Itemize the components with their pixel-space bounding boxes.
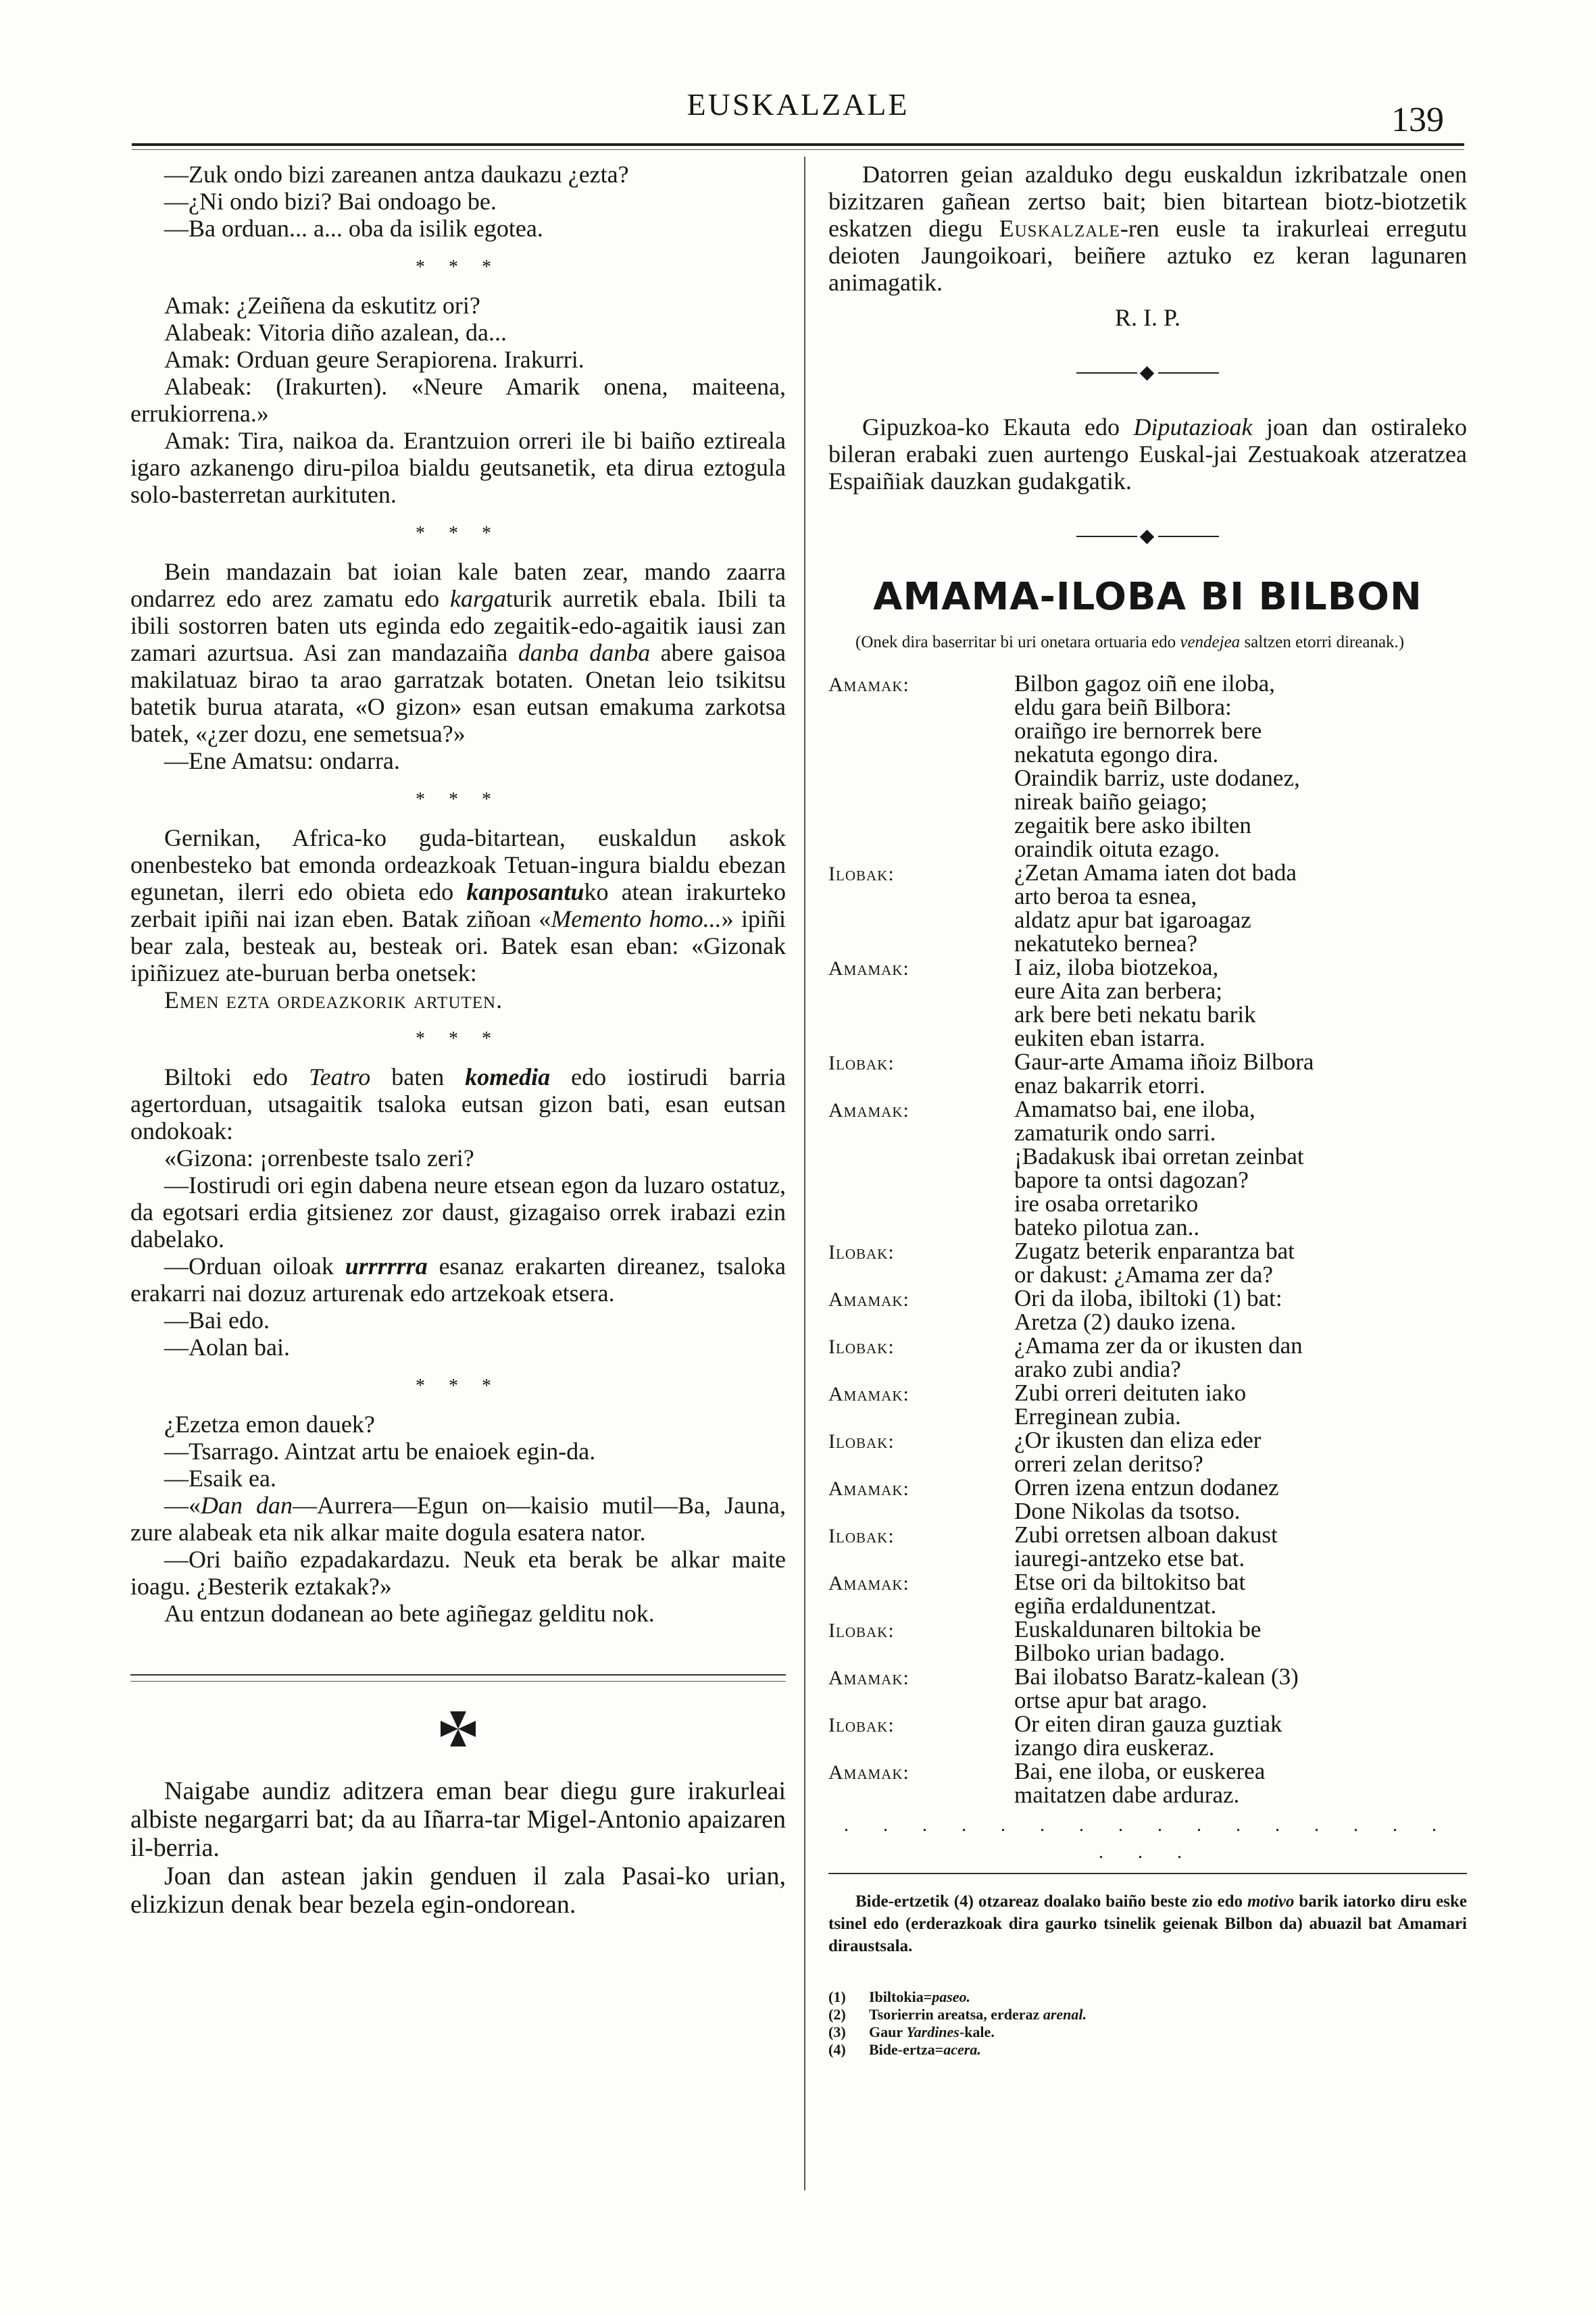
footnote-number: (4) [828, 2041, 846, 2059]
verse-line: Gaur-arte Amama iñoiz Bilbora [1014, 1049, 1314, 1076]
poem-stanza [828, 1050, 1467, 1097]
speaker-label: Ilobak: [828, 1619, 895, 1642]
dialog-line: ¿Ezetza emon dauek? [164, 1411, 375, 1438]
verse-line: izango dira euskeraz. [1014, 1734, 1215, 1761]
verse-line: zamaturik ondo sarri. [1014, 1120, 1216, 1147]
dialog-line: Amak: Tira, naikoa da. Erantzuion orreri ile bi baiño eztireala igaro azkanengo diru-piloa bialdu geutsanetik, eta dirua eztogula solo-basterretan aurkituten. [130, 427, 786, 508]
dialog-line: «Gizona: ¡orrenbeste tsalo zeri? [164, 1145, 474, 1172]
verse-line: ¿Zetan Amama iaten dot bada [1014, 859, 1297, 886]
journal-title: EUSKALZALE [687, 87, 909, 122]
speaker-label: Ilobak: [828, 1525, 895, 1548]
footnote [828, 2006, 1467, 2023]
verse-line: Zubi orreri deituten iako [1014, 1380, 1247, 1407]
stanza-verses [1014, 1712, 1467, 1759]
footnote-text: Ibiltokia= [869, 1988, 932, 2006]
stanza-verses [1014, 672, 1467, 861]
poem-stanza [828, 1381, 1467, 1428]
poem [828, 672, 1467, 1807]
verse-line: eure Aita zan berbera; [1014, 978, 1223, 1005]
verse-line: Bai, ene iloba, or euskerea [1014, 1758, 1266, 1785]
verse-line: Done Nikolas da tsotso. [1014, 1498, 1241, 1525]
footnote-text: Bide-ertza= [869, 2041, 944, 2059]
verse-line: ¡Badakusk ibai orretan zeinbat [1014, 1143, 1304, 1170]
poem-stanza [828, 672, 1467, 861]
verse-line: nekatuta egongo dira. [1014, 741, 1219, 768]
dialog-line: —Esaik ea. [164, 1465, 276, 1492]
speaker-label: Amamak: [828, 1761, 909, 1784]
verse-line: Zubi orretsen alboan dakust [1014, 1521, 1278, 1549]
paragraph: Datorren geian azalduko degu euskaldun izkribatzale onen bizitzaren gañean zertso bait; bien bitartean biotz-biotzetik eskatzen diegu Euskalzale-ren eusle ta irakurleai erregutu deioten Jaungoikoari, beiñere aztuko ez keran lagunaren animagatik. [828, 161, 1468, 296]
anecdote-mandazain [130, 558, 786, 774]
verse-line: Orren izena entzun dodanez [1014, 1474, 1279, 1501]
dialog-line: —Orduan oiloak urrrrrra esanaz erakarten direanez, tsaloka erakarri nai dozuz arturenak edo artzekoak etsera. [130, 1253, 786, 1307]
dialog-block-2 [130, 292, 786, 508]
maltese-cross-icon [438, 1709, 478, 1749]
verse-line: nireak baiño geiago; [1014, 788, 1207, 815]
stanza-verses [1014, 861, 1467, 955]
footnote-number: (1) [828, 1988, 846, 2006]
stanza-verses [1014, 955, 1467, 1050]
stanza-verses [1014, 1050, 1467, 1097]
verse-line: bateko pilotua zan.. [1014, 1214, 1200, 1241]
anecdote-ezetza [130, 1411, 786, 1627]
footnote-text: Tsorierrin areatsa, erderaz [869, 2006, 1043, 2023]
dialog-line: —Zuk ondo bizi zareanen antza daukazu ¿ezta? [164, 161, 629, 188]
poem-stanza [828, 1097, 1467, 1239]
verse-line: ire osaba orretariko [1014, 1190, 1199, 1217]
dialog-line: Alabeak: (Irakurten). «Neure Amarik onena, maiteena, errukiorrena.» [130, 373, 786, 427]
ornament-divider: ◆ [828, 522, 1467, 550]
stanza-verses [1014, 1334, 1467, 1381]
verse-line: bapore ta ontsi dagozan? [1014, 1167, 1249, 1194]
verse-line: iauregi-antzeko etse bat. [1014, 1545, 1245, 1572]
stanza-verses [1014, 1665, 1467, 1712]
stanza-verses [1014, 1286, 1467, 1334]
verse-line: eukiten eban istarra. [1014, 1025, 1205, 1052]
speaker-label: Amamak: [828, 1478, 909, 1501]
footnote [828, 2041, 1467, 2059]
stanza-verses [1014, 1759, 1467, 1807]
verse-line: Zugatz beterik enparantza bat [1014, 1238, 1295, 1265]
stanza-verses [1014, 1239, 1467, 1286]
dialog-line: —Tsarrago. Aintzat artu be enaioek egin-da. [164, 1438, 596, 1465]
poem-note: Bide-ertzetik (4) otzareaz doalako baiño beste zio edo motivo barik iatorko diru eske tsinel edo (erderazkoak dira gaurko tsinelik geienak Bilbon da) abuazil bat Amamari diraustsala. [828, 1892, 1467, 1956]
rule [828, 1873, 1467, 1874]
inscription-text: Emen ezta ordeazkorik artuten. [164, 986, 503, 1013]
poem-stanza [828, 1759, 1467, 1807]
verse-line: eldu gara beiñ Bilbora: [1014, 694, 1232, 721]
verse-line: ortse apur bat arago. [1014, 1687, 1207, 1714]
verse-line: Or eiten diran gauza guztiak [1014, 1711, 1282, 1738]
verse-line: Bai ilobatso Baratz-kalean (3) [1014, 1663, 1299, 1690]
speaker-label: Amamak: [828, 1383, 909, 1406]
stanza-verses [1014, 1097, 1467, 1239]
poem-stanza [828, 1617, 1467, 1665]
anecdote-biltoki [130, 1063, 786, 1361]
dialog-line: —Aolan bai. [164, 1334, 290, 1361]
verse-line: Ori da iloba, ibiltoki (1) bat: [1014, 1285, 1282, 1312]
dotted-separator: . . . . . . . . . . . . . . . . . . . [844, 1815, 1451, 1863]
dialog-line: Amak: Orduan geure Serapiorena. Irakurri. [164, 346, 584, 373]
footnote-number: (3) [828, 2023, 846, 2041]
speaker-label: Ilobak: [828, 863, 895, 886]
anecdote-gernika [130, 824, 786, 1013]
speaker-label: Amamak: [828, 957, 909, 980]
verse-line: ¿Amama zer da or ikusten dan [1014, 1332, 1303, 1359]
paragraph: Gernikan, Africa-ko guda-bitartean, euskaldun askok onenbesteko bat emonda ordeazkoak Tetuan-ingura bialdu ebezan egunetan, ilerri edo obieta edo kanposantuko atean irakurteko zerbait ipiñi nai izan eben. Batak ziñoan «Memento homo...» ipiñi bear zala, besteak au, besteak ori. Batek esan eban: «Gizonak ipiñizuez ate-buruan berba onetsek: [130, 824, 786, 986]
verse-line: oraindik oituta ezago. [1014, 836, 1220, 863]
verse-line: zegaitik bere asko ibilten [1014, 812, 1251, 839]
poem-stanza [828, 1712, 1467, 1759]
footnote-term: paseo. [932, 1988, 971, 2006]
speaker-label: Amamak: [828, 674, 909, 697]
verse-line: aldatz apur bat igaroagaz [1014, 907, 1251, 934]
verse-line: Aretza (2) dauko izena. [1014, 1309, 1237, 1336]
column-divider [804, 157, 805, 2190]
paragraph: Gipuzkoa-ko Ekauta edo Diputazioak joan dan ostiraleko bileran erabaki zuen aurtengo Euskal-jai Zestuakoak atzeratzea Espaiñiak dauzkan gudakgatik. [828, 413, 1468, 495]
section-double-rule [130, 1674, 786, 1682]
verse-line: oraiñgo ire bernorrek bere [1014, 718, 1262, 745]
poem-title: AMAMA-ILOBA BI BILBON [873, 575, 1422, 620]
poem-stanza [828, 1286, 1467, 1334]
section-separator: * * * [416, 789, 501, 810]
verse-line: Bilboko urian badago. [1014, 1640, 1226, 1667]
verse-line: ark bere beti nekatu barik [1014, 1001, 1256, 1028]
footnote-term: acera. [943, 2041, 981, 2059]
stanza-verses [1014, 1476, 1467, 1523]
footnotes [828, 1988, 1467, 2059]
speaker-label: Ilobak: [828, 1430, 895, 1453]
footnote-text: Gaur [869, 2023, 907, 2041]
poem-stanza [828, 1334, 1467, 1381]
poem-stanza [828, 955, 1467, 1050]
verse-line: enaz bakarrik etorri. [1014, 1072, 1205, 1099]
footnote-number: (2) [828, 2006, 846, 2023]
ornament-divider: ◆ [828, 358, 1467, 386]
dialog-line: —Ori baiño ezpadakardazu. Neuk eta berak be alkar maite ioagu. ¿Besterik eztakak?» [130, 1546, 786, 1600]
verse-line: arto beroa ta esnea, [1014, 883, 1197, 910]
header-rule [132, 143, 1464, 146]
paragraph: —Ene Amatsu: ondarra. [164, 747, 400, 774]
poem-stanza [828, 1476, 1467, 1523]
footnote-term: arenal. [1043, 2006, 1087, 2023]
verse-line: Oraindik barriz, uste dodanez, [1014, 765, 1300, 792]
speaker-label: Amamak: [828, 1288, 909, 1311]
verse-line: egiña erdaldunentzat. [1014, 1592, 1217, 1619]
paragraph: Bein mandazain bat ioian kale baten zear, mando zaarra ondarrez edo arez zamatu edo kargaturik aurretik ebala. Ibili ta ibili sostorren baten uts egindа edo zegaitik-edo-agaitik iausi zan zamari azurtsua. Asi zan mandazaiña danba danba abere gaisoa makilatuaz birao ta arao garratzak botaten. Onetan leio tsikitsu batetik burua atarata, «O gizon» esan eutsan emakuma zarkotsa batek, «¿zer dozu, ene semetsua?» [130, 558, 786, 747]
speaker-label: Ilobak: [828, 1336, 895, 1359]
dialog-line: Amak: ¿Zeiñena da eskutitz ori? [164, 292, 480, 319]
verse-line: arako zubi andia? [1014, 1356, 1181, 1383]
verse-line: or dakust: ¿Amama zer da? [1014, 1261, 1273, 1288]
speaker-label: Ilobak: [828, 1052, 895, 1075]
obituary-paragraph: Joan dan astean jakin genduen il zala Pasai-ko urian, elizkizun dеnak bear bezela egin-ondorean. [130, 1862, 786, 1919]
verse-line: Euskaldunaren biltokia be [1014, 1616, 1262, 1643]
paragraph: Biltoki edo Teatro baten komedia edo iostirudi barria agertorduan, utsagaitik tsaloka eutsan gizon bati, esan eutsan ondokoak: [130, 1063, 787, 1145]
stanza-verses [1014, 1428, 1467, 1476]
stanza-verses [1014, 1570, 1467, 1617]
poem-intro: (Onek dira baserritar bi uri onetara ortuaria edo vendejea saltzen etorri direanak.) [855, 633, 1405, 652]
poem-stanza [828, 1239, 1467, 1286]
section-separator: * * * [416, 1028, 501, 1049]
speaker-label: Ilobak: [828, 1241, 895, 1264]
verse-line: maitatzen dabe arduraz. [1014, 1782, 1240, 1809]
footnote [828, 2023, 1467, 2041]
page-header [0, 0, 1596, 155]
poem-stanza [828, 1428, 1467, 1476]
verse-line: Etse ori da biltokitso bat [1014, 1569, 1246, 1596]
footnote [828, 1988, 1467, 2006]
dialog-line: —«Dan dan—Aurrera—Egun on—kaisio mutil—Ba, Jauna, zure alabeak eta nik alkar maite dogula esatera nator. [130, 1492, 786, 1546]
speaker-label: Amamak: [828, 1667, 909, 1690]
verse-line: nekatuteko bernea? [1014, 930, 1198, 957]
section-separator: * * * [416, 523, 501, 544]
footnote-term: Yardines [906, 2023, 959, 2041]
verse-line: I aiz, iloba biotzekoa, [1014, 954, 1219, 981]
section-separator: * * * [416, 1376, 501, 1397]
section-separator: * * * [416, 257, 501, 278]
left-column [130, 161, 786, 1919]
dialog-line: —¿Ni ondo bizi? Bai ondoago be. [164, 188, 497, 215]
dialog-line: Au entzun dodanean ao bete agiñegaz gelditu nok. [164, 1600, 655, 1627]
verse-line: Erreginean zubia. [1014, 1403, 1181, 1430]
speaker-label: Ilobak: [828, 1714, 895, 1737]
right-column [828, 161, 1467, 2059]
footnote-tail: -kale. [959, 2023, 995, 2041]
verse-line: Amamatso bai, ene iloba, [1014, 1096, 1255, 1123]
dialog-block-1 [130, 161, 786, 242]
dialog-line: —Bai edo. [164, 1307, 270, 1334]
poem-stanza [828, 861, 1467, 955]
header-rule-thin [132, 149, 1464, 150]
speaker-label: Amamak: [828, 1099, 909, 1122]
poem-stanza [828, 1665, 1467, 1712]
stanza-verses [1014, 1617, 1467, 1665]
rip-text: R. I. P. [1114, 304, 1181, 331]
stanza-verses [1014, 1523, 1467, 1570]
dialog-line: —Iostirudi ori egin dabena neure etsean egon da luzaro ostatuz, da egotsari erdia gitsienez zor daust, gizagaiso orrek irabazi ezin dabelako. [130, 1172, 786, 1253]
obituary-paragraph: Naigabe aundiz aditzera eman bear diegu gure irakurleai albiste negargarri bat; da au Iñarra-tar Migel-Antonio apaizaren il-berria. [130, 1777, 786, 1862]
verse-line: Bilbon gagoz oiñ ene iloba, [1014, 670, 1275, 697]
poem-stanza [828, 1523, 1467, 1570]
cross-icon [130, 1709, 786, 1750]
page-number: 139 [1391, 101, 1444, 139]
speaker-label: Amamak: [828, 1572, 909, 1595]
dialog-line: —Ba orduan... a... oba da isilik egotea. [164, 215, 543, 242]
poem-stanza [828, 1570, 1467, 1617]
verse-line: ¿Or ikusten dan eliza eder [1014, 1427, 1262, 1454]
stanza-verses [1014, 1381, 1467, 1428]
dialog-line: Alabeak: Vitoria diño azalean, da... [164, 319, 507, 346]
verse-line: orreri zelan deritso? [1014, 1451, 1203, 1478]
